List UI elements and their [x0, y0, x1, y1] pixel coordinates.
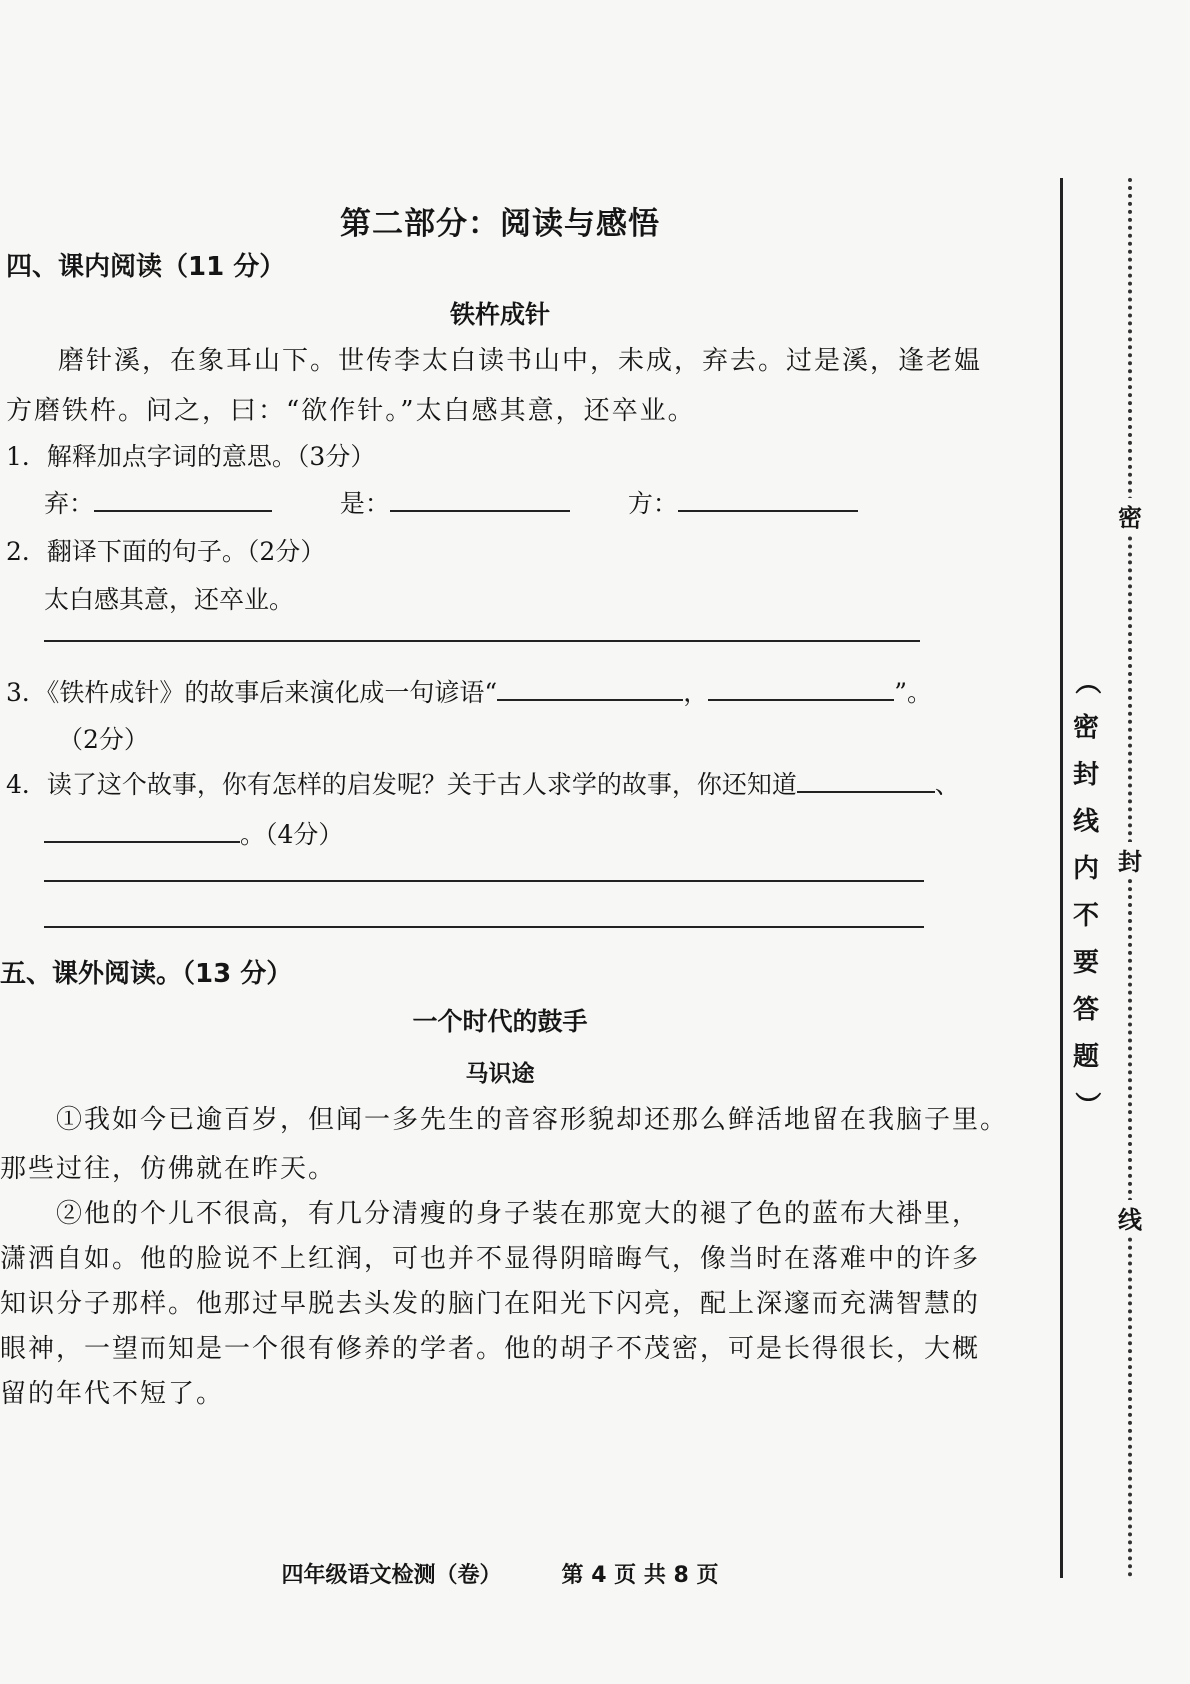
warning-char: 线	[1072, 807, 1099, 837]
q4-text: 4．读了这个故事，你有怎样的启发呢？关于古人求学的故事，你还知道	[6, 770, 797, 799]
section5-author: 马识途	[465, 1061, 535, 1087]
s5-paragraph-line-7: 留的年代不短了。	[0, 1379, 225, 1409]
page-footer	[0, 1558, 1000, 1589]
s5-paragraph-line-3: ②他的个儿不很高，有几分清瘦的身子装在那宽大的褪了色的蓝布大褂里，	[56, 1199, 981, 1229]
part-title: 第二部分：阅读与感悟	[340, 206, 660, 242]
s5-paragraph-line-2: 那些过往，仿佛就在昨天。	[0, 1154, 337, 1184]
q4-end-mark: 、	[934, 770, 960, 799]
q4-blank-2[interactable]	[44, 817, 240, 843]
q4-blank-1[interactable]	[797, 767, 935, 793]
q4-answer-line-1[interactable]	[44, 880, 924, 882]
q3-text-before: 3．《铁杵成针》的故事后来演化成一句谚语“	[6, 678, 498, 707]
footer-subject: 四年级语文检测（卷）	[281, 1563, 502, 1588]
warning-char: 题	[1072, 1042, 1099, 1072]
question-1: 1．解释加点字词的意思。（3分）	[6, 442, 376, 471]
question-2: 2．翻译下面的句子。（2分）	[6, 537, 326, 566]
question-3	[6, 673, 932, 709]
q2-answer-line[interactable]	[44, 640, 920, 642]
question-4	[6, 765, 960, 801]
q1-blank-qi[interactable]	[94, 486, 272, 512]
q4-line-2	[44, 815, 343, 851]
q3-text-after: ”。	[894, 678, 932, 707]
q3-blank-1[interactable]	[497, 675, 683, 701]
s5-paragraph-line-5: 知识分子那样。他那过早脱去头发的脑门在阳光下闪亮，配上深邃而充满智慧的	[0, 1289, 981, 1319]
binding-solid-line	[1060, 178, 1063, 1578]
q3-comma: ，	[683, 678, 709, 707]
passage-line-2: 方磨铁杵。问之，曰：“欲作针。”太白感其意，还卒业。	[6, 396, 696, 426]
warning-char: 不	[1072, 901, 1099, 931]
q3-score: （2分）	[58, 725, 149, 754]
footer-page-number: 第 4 页 共 8 页	[561, 1563, 719, 1588]
section5-heading: 五、课外阅读。（13 分）	[0, 959, 293, 989]
warning-char: 要	[1072, 948, 1099, 978]
warning-char: ）	[1071, 1091, 1102, 1118]
section4-passage-title: 铁杵成针	[449, 300, 550, 329]
s5-paragraph-line-6: 眼神，一望而知是一个很有修养的学者。他的胡子不茂密，可是长得很长，大概	[0, 1334, 981, 1364]
q3-blank-2[interactable]	[708, 675, 894, 701]
seal-mark-feng: 封	[1113, 842, 1147, 877]
q1-label-fang: 方：	[627, 489, 678, 518]
section4-heading: 四、课内阅读（11 分）	[6, 252, 286, 282]
q1-answer-row	[44, 484, 858, 520]
q1-label-shi: 是：	[339, 489, 390, 518]
q2-sentence: 太白感其意，还卒业。	[44, 585, 295, 614]
q1-blank-fang[interactable]	[678, 486, 858, 512]
seal-mark-xian: 线	[1113, 1200, 1147, 1235]
warning-char: 密	[1072, 713, 1099, 743]
warning-char: 封	[1072, 760, 1099, 790]
q1-blank-shi[interactable]	[390, 486, 570, 512]
section5-passage-title: 一个时代的鼓手	[412, 1007, 588, 1036]
q4-tail: 。（4分）	[240, 820, 344, 849]
warning-char: 答	[1072, 995, 1099, 1025]
s5-paragraph-line-4: 潇洒自如。他的脸说不上红润，可也并不显得阴暗晦气，像当时在落难中的许多	[0, 1244, 981, 1274]
passage-line-1: 磨针溪，在象耳山下。世传李太白读书山中，未成，弃去。过是溪，逢老媪	[58, 346, 983, 376]
binding-warning	[1066, 658, 1106, 1128]
seal-mark-mi: 密	[1113, 498, 1147, 533]
warning-char: （	[1071, 668, 1102, 695]
q4-answer-line-2[interactable]	[44, 926, 924, 928]
warning-char: 内	[1072, 854, 1099, 884]
q1-label-qi: 弃：	[44, 489, 95, 518]
binding-dotted-line	[1128, 178, 1132, 1578]
s5-paragraph-line-1: ①我如今已逾百岁，但闻一多先生的音容形貌却还那么鲜活地留在我脑子里。	[56, 1105, 1009, 1135]
